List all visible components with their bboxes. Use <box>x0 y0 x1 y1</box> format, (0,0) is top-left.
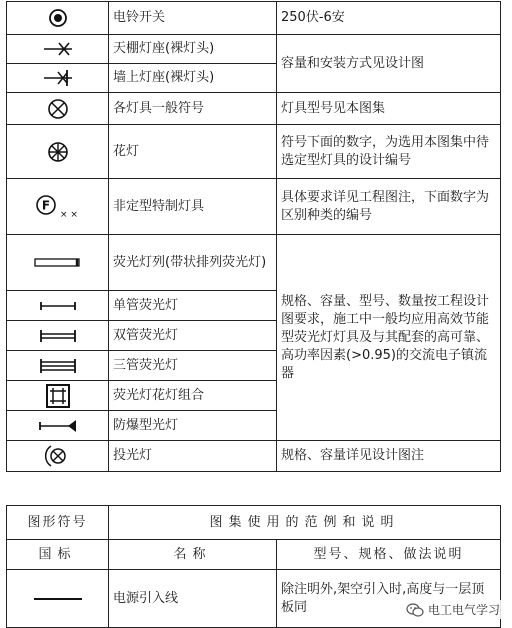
table-row <box>7 35 501 64</box>
symbol-cell <box>7 351 109 381</box>
name-cell: 墙上灯座(裸灯头) <box>109 64 277 93</box>
power-lead-in-line-symbol-icon <box>28 594 88 604</box>
name-cell: 三管荧光灯 <box>109 351 277 381</box>
symbol-cell <box>7 35 109 64</box>
general-lamp-symbol-icon <box>43 96 73 122</box>
watermark <box>402 600 504 619</box>
header-symbol: 图形符号 <box>7 506 109 540</box>
floodlight-symbol-icon <box>41 442 75 470</box>
special-lamp-marks: × × <box>59 209 78 220</box>
table-row <box>7 179 501 235</box>
name-cell: 电源引入线 <box>109 570 277 628</box>
table-row <box>7 235 501 291</box>
desc-cell: 符号下面的数字，为选用本图集中待选定型灯具的设计编号 <box>277 125 501 179</box>
desc-cell: 容量和安装方式见设计图 <box>277 35 501 93</box>
symbol-cell <box>7 570 109 628</box>
table-row <box>7 441 501 472</box>
subheader-name: 名称 <box>109 540 277 570</box>
explosion-proof-light-symbol-icon <box>35 417 81 435</box>
double-tube-fluorescent-symbol-icon <box>35 328 81 344</box>
subheader-standard: 国标 <box>7 540 109 570</box>
table-row <box>7 93 501 125</box>
name-cell: 双管荧光灯 <box>109 321 277 351</box>
wall-lamp-holder-symbol-icon <box>38 67 78 89</box>
triple-tube-fluorescent-symbol-icon <box>35 357 81 375</box>
decorative-lamp-symbol-icon <box>43 138 73 166</box>
symbol-cell <box>7 93 109 125</box>
watermark-text: 电工电气学习 <box>427 603 500 617</box>
ceiling-lamp-holder-symbol-icon <box>38 39 78 59</box>
special-lamp-letter: F <box>41 198 50 212</box>
special-lamp-symbol-icon <box>30 190 86 224</box>
table-row <box>7 2 501 35</box>
desc-cell: 除注明外,架空引入时,高度与一层顶板同 <box>277 570 501 628</box>
name-cell: 天棚灯座(裸灯头) <box>109 35 277 64</box>
name-cell: 电铃开关 <box>109 2 277 35</box>
desc-cell: 灯具型号见本图集 <box>277 93 501 125</box>
wechat-icon <box>406 603 424 617</box>
table-row <box>7 125 501 179</box>
symbol-cell <box>7 381 109 411</box>
name-cell: 投光灯 <box>109 441 277 472</box>
fluorescent-strip-symbol-icon <box>32 254 84 272</box>
symbol-cell <box>7 411 109 441</box>
name-cell: 防爆型光灯 <box>109 411 277 441</box>
symbol-cell <box>7 125 109 179</box>
symbol-cell <box>7 321 109 351</box>
subheader-description: 型号、规格、做法说明 <box>277 540 501 570</box>
desc-cell: 250伏-6安 <box>277 2 501 35</box>
name-cell: 单管荧光灯 <box>109 291 277 321</box>
desc-cell: 规格、容量详见设计图注 <box>277 441 501 472</box>
single-tube-fluorescent-symbol-icon <box>35 298 81 314</box>
bell-switch-symbol-icon <box>43 5 73 31</box>
symbol-cell <box>7 441 109 472</box>
header-title: 图集使用的范例和说明 <box>109 506 501 540</box>
name-cell: 非定型特制灯具 <box>109 179 277 235</box>
fluorescent-decorative-combo-symbol-icon <box>43 383 73 409</box>
name-cell: 各灯具一般符号 <box>109 93 277 125</box>
table-header-row <box>7 506 501 540</box>
desc-cell: 具体要求详见工程图注，下面数字为区别种类的编号 <box>277 179 501 235</box>
symbol-table-lamps <box>6 1 501 472</box>
table-subheader-row <box>7 540 501 570</box>
symbol-cell <box>7 235 109 291</box>
desc-cell: 规格、容量、型号、数量按工程设计图要求，施工中一般均应用高效节能型荧光灯灯具及与其配套的高可靠、高功率因素(>0.95)的交流电子镇流器 <box>277 235 501 441</box>
symbol-cell <box>7 2 109 35</box>
symbol-cell <box>7 64 109 93</box>
symbol-cell <box>7 179 109 235</box>
name-cell: 花灯 <box>109 125 277 179</box>
name-cell: 荧光灯花灯组合 <box>109 381 277 411</box>
name-cell: 荧光灯列(带状排列荧光灯) <box>109 235 277 291</box>
symbol-cell <box>7 291 109 321</box>
